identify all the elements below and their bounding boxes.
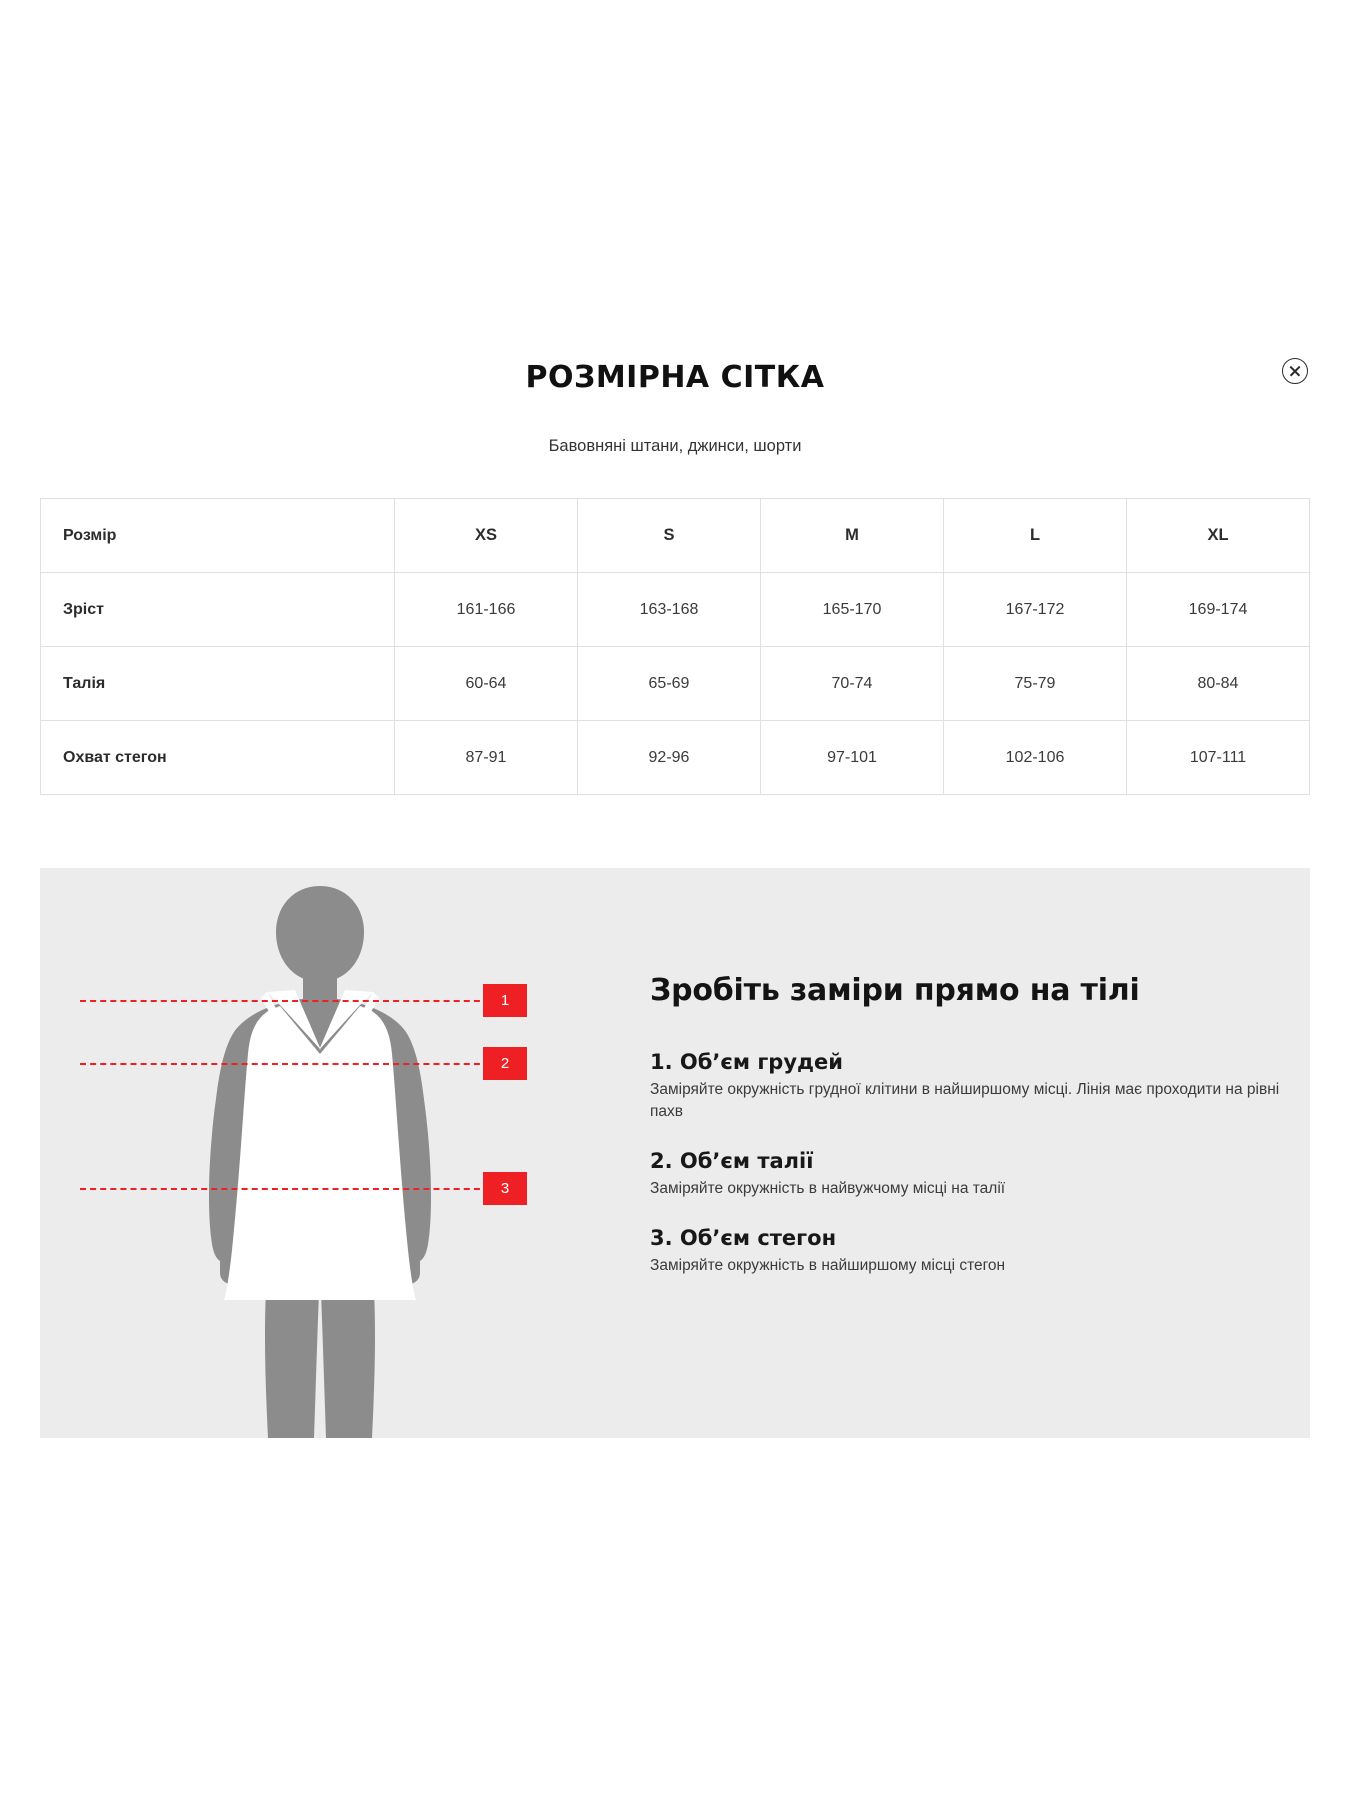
measure-line-1 [80,1000,490,1002]
cell-waist-m: 70-74 [761,647,944,721]
cell-height-m: 165-170 [761,573,944,647]
cell-hips-xs: 87-91 [395,721,578,795]
cell-height-xs: 161-166 [395,573,578,647]
measure-heading: Зробіть заміри прямо на тілі [650,973,1140,1008]
column-header-l: L [944,499,1127,573]
column-header-size: Розмір [41,499,395,573]
measure-line-2 [80,1063,490,1065]
measure-item-hips [650,1226,1290,1277]
measure-item-chest-title: 1. Об’єм грудей [650,1050,843,1074]
cell-waist-xl: 80-84 [1127,647,1310,721]
measurement-panel [40,868,1310,1438]
column-header-m: M [761,499,944,573]
measure-item-chest [650,1050,1290,1123]
measure-marker-3: 3 [483,1172,527,1205]
cell-hips-m: 97-101 [761,721,944,795]
column-header-xl: XL [1127,499,1310,573]
table-row [41,573,1310,647]
column-header-s: S [578,499,761,573]
measure-item-hips-title: 3. Об’єм стегон [650,1226,837,1250]
table-row [41,647,1310,721]
measure-item-waist-title: 2. Об’єм талії [650,1149,814,1173]
column-header-xs: XS [395,499,578,573]
cell-hips-s: 92-96 [578,721,761,795]
measure-marker-2: 2 [483,1047,527,1080]
table-row [41,721,1310,795]
page-title: РОЗМІРНА СІТКА [525,360,825,395]
measure-item-waist [650,1149,1290,1200]
row-label-hips: Охват стегон [41,721,395,795]
size-table [40,498,1310,795]
cell-hips-l: 102-106 [944,721,1127,795]
measure-line-3 [80,1188,490,1190]
cell-height-xl: 169-174 [1127,573,1310,647]
measure-marker-1: 1 [483,984,527,1017]
table-header-row [41,499,1310,573]
measure-item-chest-text: Заміряйте окружність грудної клітини в найширшому місці. Лінія має проходити на рівні пахв [650,1081,1280,1120]
row-label-waist: Талія [41,647,395,721]
cell-waist-l: 75-79 [944,647,1127,721]
cell-height-s: 163-168 [578,573,761,647]
measure-instructions [650,973,1290,1303]
measure-item-waist-text: Заміряйте окружність в найвужчому місці на талії [650,1180,1006,1197]
cell-height-l: 167-172 [944,573,1127,647]
row-label-height: Зріст [41,573,395,647]
cell-waist-xs: 60-64 [395,647,578,721]
cell-hips-xl: 107-111 [1127,721,1310,795]
body-figure-illustration [120,878,520,1438]
page-subtitle: Бавовняні штани, джинси, шорти [548,437,802,455]
measure-item-hips-text: Заміряйте окружність в найширшому місці стегон [650,1257,1006,1274]
cell-waist-s: 65-69 [578,647,761,721]
